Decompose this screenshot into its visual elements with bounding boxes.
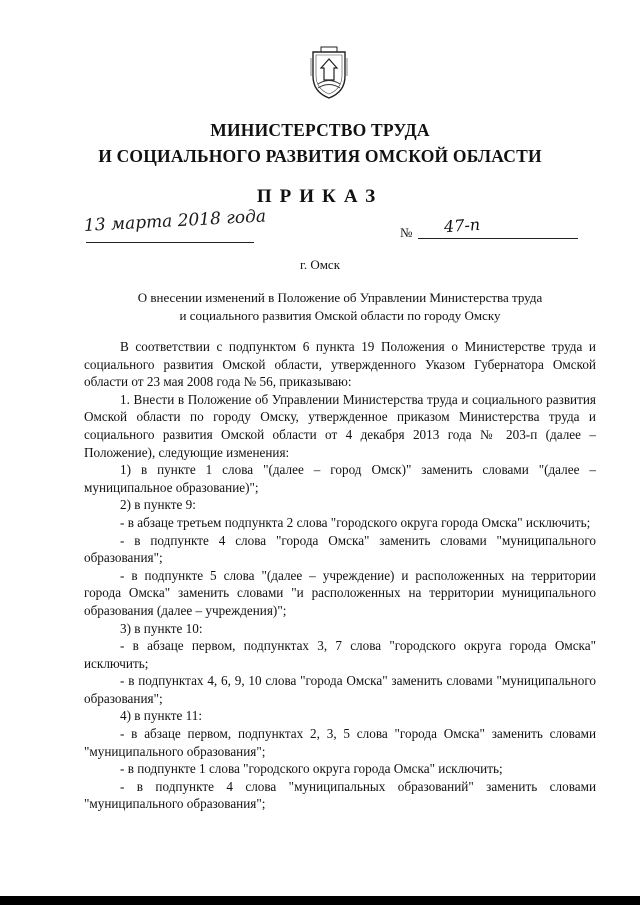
order-title: ПРИКАЗ: [256, 186, 384, 207]
paragraph: - в подпунктах 4, 6, 9, 10 слова "города Омска" заменить словами "муниципального образования";: [84, 673, 596, 706]
coat-of-arms-icon: [307, 46, 351, 100]
handwritten-number: 47-п: [443, 214, 481, 237]
scan-edge: [0, 896, 640, 905]
subject-line2: и социального развития Омской области по городу Омску: [179, 308, 501, 323]
paragraph: - в подпункте 5 слова "(далее – учреждение) и расположенных на территории города Омска" заменить словами "и расположенных на территории муниципального образования (далее – учреждения)";: [84, 567, 596, 618]
order-body: [84, 338, 596, 813]
ministry-name-line2: И СОЦИАЛЬНОГО РАЗВИТИЯ ОМСКОЙ ОБЛАСТИ: [98, 146, 542, 166]
paragraph: 4) в пункте 11:: [120, 708, 203, 724]
number-underline: [418, 238, 578, 239]
paragraph: - в подпункте 4 слова "муниципальных образований" заменить словами "муниципального образования";: [84, 778, 596, 812]
number-sign: №: [400, 225, 413, 240]
paragraph: - в подпункте 4 слова "города Омска" заменить словами "муниципального образования";: [84, 532, 596, 566]
paragraph: 3) в пункте 10:: [120, 620, 203, 636]
paragraph: - в абзаце третьем подпункта 2 слова "городского округа города Омска" исключить;: [120, 514, 591, 530]
subject-line1: О внесении изменений в Положение об Управлении Министерства труда: [137, 290, 543, 305]
paragraph: 2) в пункте 9:: [120, 497, 196, 513]
date-underline: [86, 242, 254, 243]
city-name: г. Омск: [299, 257, 341, 272]
paragraph: - в абзаце первом, подпунктах 2, 3, 5 слова "города Омска" заменить словами "муниципального образования";: [84, 726, 596, 759]
paragraph: В соответствии с подпунктом 6 пункта 19 Положения о Министерстве труда и социального развития Омской области, утвержденного Указом Губернатора Омской области от 23 мая 2008 года № 56, приказываю:: [84, 339, 596, 390]
paragraph: 1) в пункте 1 слова "(далее – город Омск)" заменить словами "(далее – муниципальное образование)";: [84, 462, 596, 495]
paragraph: - в подпункте 1 слова "городского округа города Омска" исключить;: [120, 761, 503, 777]
paragraph: - в абзаце первом, подпунктах 3, 7 слова "городского округа города Омска" исключить;: [84, 638, 596, 671]
paragraph: 1. Внести в Положение об Управлении Министерства труда и социального развития Омской области по городу Омску, утвержденное приказом Министерства труда и социального развития Омской области от 4 декабря 2013 года № 203-п (далее – Положение), следующие изменения:: [84, 391, 596, 460]
order-subject: [100, 289, 580, 325]
handwritten-date: 13 марта 2018 года: [83, 206, 267, 236]
ministry-name-line1: МИНИСТЕРСТВО ТРУДА: [210, 120, 430, 140]
